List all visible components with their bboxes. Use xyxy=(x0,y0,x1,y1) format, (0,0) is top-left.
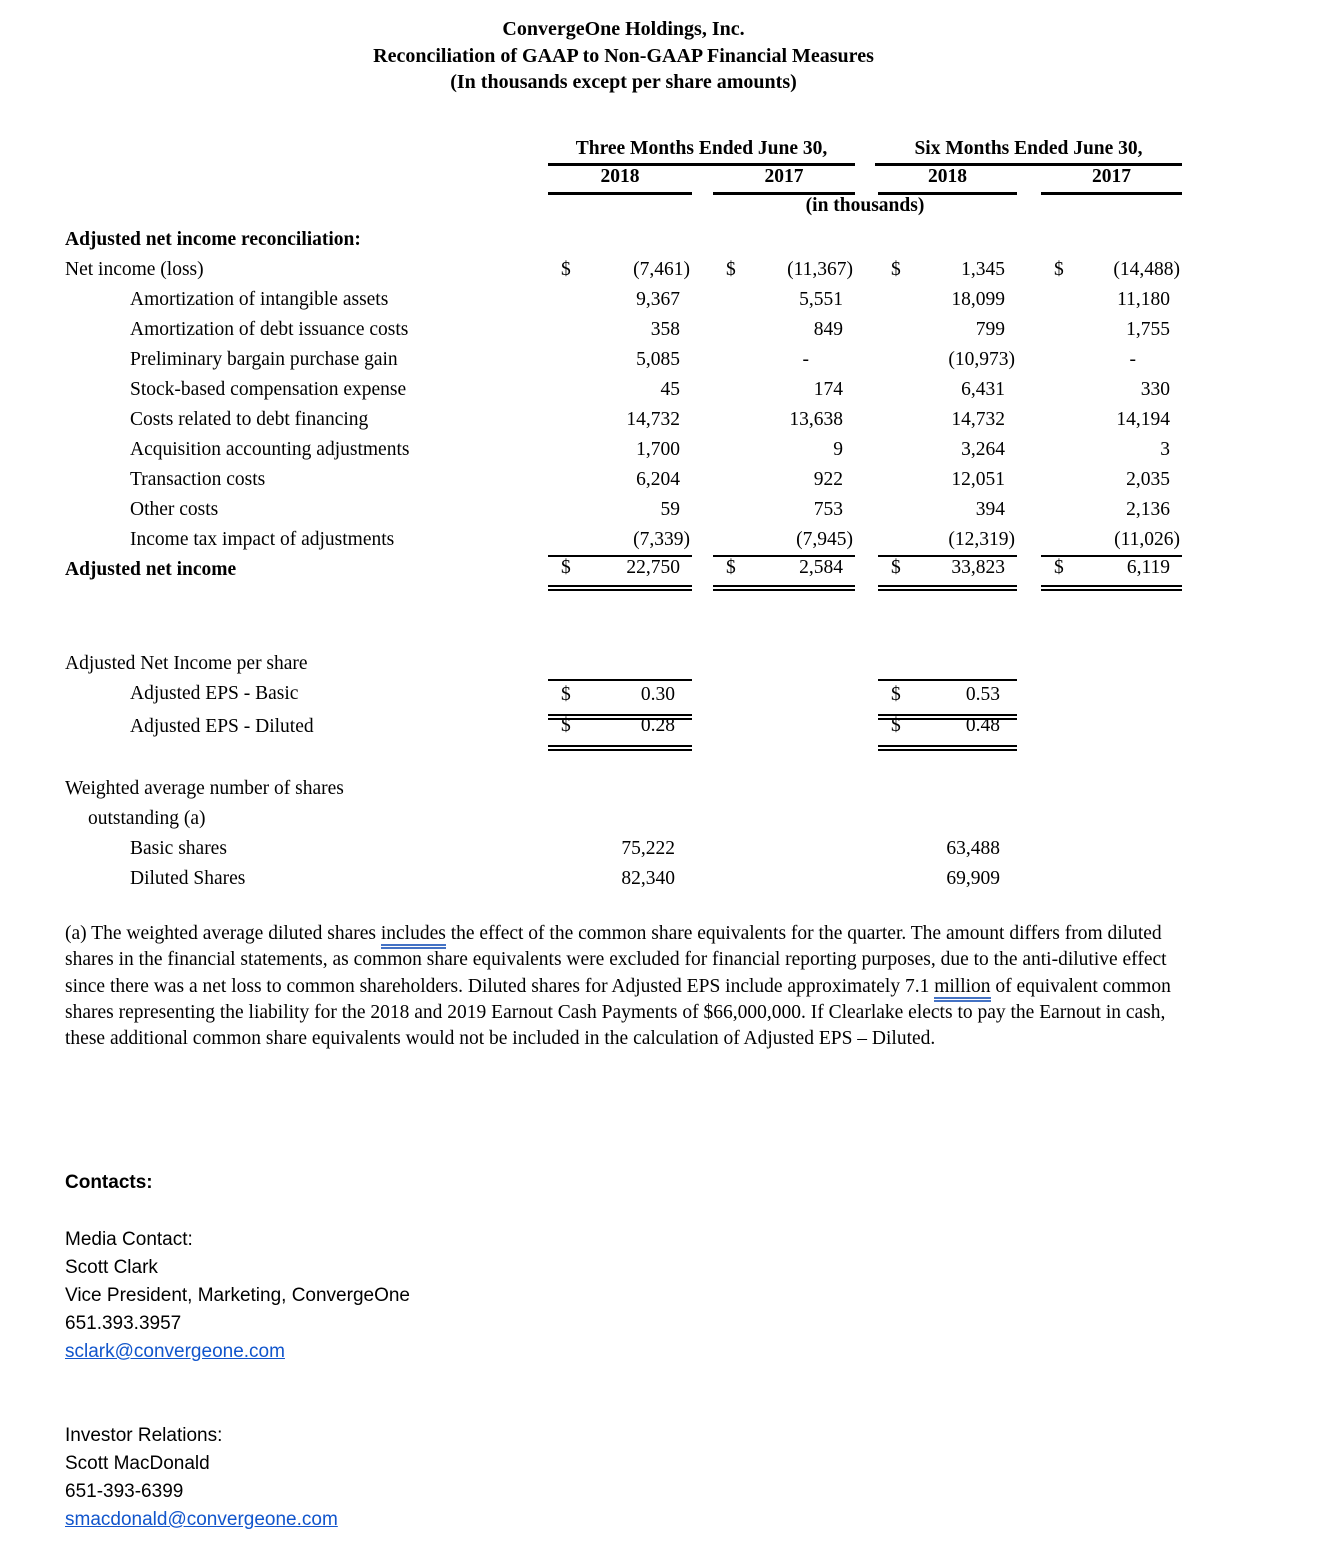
cell-value: 45 xyxy=(660,379,680,400)
table-cell xyxy=(713,435,855,465)
table-cell xyxy=(878,555,1017,591)
table-total-row xyxy=(65,555,1182,585)
table-cell xyxy=(1041,255,1182,285)
eps-section-header: Adjusted Net Income per share xyxy=(65,653,308,674)
cell-value: 33,823 xyxy=(951,557,1005,578)
table-cell xyxy=(548,465,692,495)
cell-value: 1,345 xyxy=(961,259,1005,280)
spellcheck-underlined-word: million xyxy=(934,976,990,1002)
currency-symbol: $ xyxy=(561,259,571,280)
table-cell xyxy=(713,345,855,375)
cell-value: - xyxy=(1129,349,1136,370)
cell-value: 6,431 xyxy=(961,379,1005,400)
cell-value: 9 xyxy=(833,439,843,460)
currency-symbol: $ xyxy=(561,715,571,736)
table-row xyxy=(65,255,1182,285)
currency-symbol: $ xyxy=(891,259,901,280)
eps-row xyxy=(65,712,1182,745)
cell-value: (12,319) xyxy=(948,529,1015,550)
company-name: ConvergeOne Holdings, Inc. xyxy=(502,18,745,40)
table-cell xyxy=(548,405,692,435)
cell-value: 3,264 xyxy=(961,439,1005,460)
table-cell xyxy=(713,285,855,315)
document-title xyxy=(65,16,1182,96)
cell-value: 59 xyxy=(660,499,680,520)
currency-symbol: $ xyxy=(561,557,571,578)
table-cell xyxy=(1041,405,1182,435)
table-cell xyxy=(713,375,855,405)
cell-value: 12,051 xyxy=(951,469,1005,490)
cell-value: - xyxy=(802,349,809,370)
table-cell xyxy=(1041,315,1182,345)
document-subtitle: Reconciliation of GAAP to Non-GAAP Financial Measures xyxy=(373,44,874,67)
table-cell xyxy=(1041,345,1182,375)
shares-section-header xyxy=(65,774,1182,834)
cell-value: 0.30 xyxy=(640,684,675,705)
row-label: Income tax impact of adjustments xyxy=(130,529,395,550)
row-label: Amortization of intangible assets xyxy=(130,289,389,310)
table-cell xyxy=(713,495,855,525)
cell-value: 11,180 xyxy=(1117,289,1170,310)
footnote xyxy=(65,921,1183,1052)
table-cell xyxy=(878,255,1017,285)
table-cell xyxy=(548,712,692,751)
currency-symbol: $ xyxy=(1054,557,1064,578)
currency-symbol: $ xyxy=(726,557,736,578)
table-cell xyxy=(713,255,855,285)
row-label: Adjusted EPS - Basic xyxy=(130,683,299,704)
table-row xyxy=(65,315,1182,345)
cell-value: 0.48 xyxy=(965,715,1000,736)
cell-value: 82,340 xyxy=(621,868,675,889)
table-row xyxy=(65,495,1182,525)
shares-header-line1: Weighted average number of shares xyxy=(65,778,344,799)
investor-relations-name: Scott MacDonald xyxy=(65,1453,210,1474)
row-label: Transaction costs xyxy=(130,469,266,490)
table-cell xyxy=(878,315,1017,345)
table-cell xyxy=(878,712,1017,751)
in-thousands-note: (in thousands) xyxy=(805,195,925,216)
table-cell xyxy=(878,864,1017,894)
table-cell xyxy=(713,405,855,435)
cell-value: 18,099 xyxy=(951,289,1005,310)
shares-row xyxy=(65,834,1182,864)
cell-value: 753 xyxy=(813,499,843,520)
table-row xyxy=(65,345,1182,375)
table-cell xyxy=(548,555,692,591)
table-cell xyxy=(1041,375,1182,405)
table-cell xyxy=(548,345,692,375)
table-row xyxy=(65,375,1182,405)
eps-row xyxy=(65,679,1182,712)
cell-value: 2,136 xyxy=(1126,499,1170,520)
table-cell xyxy=(548,285,692,315)
table-row xyxy=(65,285,1182,315)
cell-value: 69,909 xyxy=(946,868,1000,889)
cell-value: (11,026) xyxy=(1114,529,1180,550)
table-cell xyxy=(548,435,692,465)
row-label: Net income (loss) xyxy=(65,259,204,280)
table-cell xyxy=(548,375,692,405)
contacts-heading: Contacts: xyxy=(65,1172,153,1193)
media-contact-phone: 651.393.3957 xyxy=(65,1313,182,1334)
table-cell xyxy=(878,525,1017,557)
table-row xyxy=(65,405,1182,435)
cell-value: 5,085 xyxy=(636,349,680,370)
cell-value: 0.28 xyxy=(640,715,675,736)
cell-value: 14,732 xyxy=(951,409,1005,430)
year-header: 2017 xyxy=(713,163,855,195)
cell-value: 22,750 xyxy=(626,557,680,578)
cell-value: 849 xyxy=(813,319,843,340)
table-row xyxy=(65,525,1182,555)
cell-value: 394 xyxy=(975,499,1005,520)
cell-value: 174 xyxy=(813,379,843,400)
table-cell xyxy=(878,495,1017,525)
row-label: Amortization of debt issuance costs xyxy=(130,319,409,340)
table-cell xyxy=(713,315,855,345)
row-label: Adjusted net income xyxy=(65,559,237,580)
table-cell xyxy=(548,864,692,894)
row-label: Diluted Shares xyxy=(130,868,246,889)
reconciliation-table xyxy=(65,136,1182,894)
cell-value: (10,973) xyxy=(948,349,1015,370)
table-cell xyxy=(878,375,1017,405)
cell-value: 2,584 xyxy=(799,557,843,578)
cell-value: 63,488 xyxy=(946,838,1000,859)
currency-symbol: $ xyxy=(726,259,736,280)
currency-symbol: $ xyxy=(1054,259,1064,280)
cell-value: 5,551 xyxy=(799,289,843,310)
investor-relations-email-link[interactable]: smacdonald@convergeone.com xyxy=(65,1509,338,1530)
table-cell xyxy=(1041,525,1182,557)
cell-value: 799 xyxy=(975,319,1005,340)
units-note: (In thousands except per share amounts) xyxy=(450,71,797,93)
footnote-text: the effect of the common share equivalents for the quarter. The amount differs from diluted shares in the financial statements, as common share equivalents were excluded for financial reporting purposes, due to the anti-dilutive effect since there was a net loss to common shareholders. Diluted shares for Adjusted EPS include approximately 7.1 xyxy=(65,923,1167,997)
table-cell xyxy=(548,495,692,525)
row-label: Costs related to debt financing xyxy=(130,409,369,430)
media-contact-role: Vice President, Marketing, ConvergeOne xyxy=(65,1285,410,1306)
investor-relations-title: Investor Relations: xyxy=(65,1425,223,1446)
currency-symbol: $ xyxy=(891,684,901,705)
row-label: Preliminary bargain purchase gain xyxy=(130,349,398,370)
cell-value: 1,700 xyxy=(636,439,680,460)
row-label: Stock-based compensation expense xyxy=(130,379,407,400)
table-cell xyxy=(878,465,1017,495)
cell-value: 75,222 xyxy=(621,838,675,859)
table-cell xyxy=(878,435,1017,465)
cell-value: 9,367 xyxy=(636,289,680,310)
media-contact-block xyxy=(65,1226,410,1366)
currency-symbol: $ xyxy=(891,557,901,578)
row-label: Acquisition accounting adjustments xyxy=(130,439,410,460)
investor-relations-block xyxy=(65,1422,410,1534)
table-cell xyxy=(1041,435,1182,465)
table-cell xyxy=(878,345,1017,375)
table-cell xyxy=(548,315,692,345)
cell-value: (14,488) xyxy=(1113,259,1180,280)
table-cell xyxy=(713,525,855,557)
table-cell xyxy=(713,465,855,495)
year-header: 2018 xyxy=(548,163,692,195)
cell-value: (7,945) xyxy=(796,529,853,550)
media-contact-name: Scott Clark xyxy=(65,1257,158,1278)
table-cell xyxy=(548,834,692,864)
table-cell xyxy=(878,405,1017,435)
cell-value: 13,638 xyxy=(789,409,843,430)
group-header-three-months: Three Months Ended June 30, xyxy=(548,136,855,166)
cell-value: 14,194 xyxy=(1116,409,1170,430)
row-label: Basic shares xyxy=(130,838,227,859)
cell-value: (7,461) xyxy=(633,259,690,280)
cell-value: 922 xyxy=(813,469,843,490)
cell-value: 358 xyxy=(650,319,680,340)
year-headers xyxy=(65,163,1182,193)
currency-symbol: $ xyxy=(891,715,901,736)
cell-value: 330 xyxy=(1140,379,1170,400)
cell-value: 6,119 xyxy=(1126,557,1170,578)
row-label: Other costs xyxy=(130,499,219,520)
row-label: Adjusted EPS - Diluted xyxy=(130,716,314,737)
table-cell xyxy=(878,834,1017,864)
table-cell xyxy=(548,255,692,285)
table-cell xyxy=(1041,495,1182,525)
cell-value: (7,339) xyxy=(633,529,690,550)
investor-relations-phone: 651-393-6399 xyxy=(65,1481,184,1502)
year-header: 2017 xyxy=(1041,163,1182,195)
cell-value: 3 xyxy=(1160,439,1170,460)
cell-value: 0.53 xyxy=(965,684,1000,705)
shares-header-line2: outstanding (a) xyxy=(88,808,206,829)
table-cell xyxy=(1041,555,1182,591)
table-cell xyxy=(1041,465,1182,495)
footnote-text: of equivalent common shares representing the liability for the 2018 and 2019 Earnout Cash Payments of $66,000,000. If Clearlake elects to pay the Earnout in cash, these additional common share equivalents would not be included in the calculation of Adjusted EPS – Diluted. xyxy=(65,975,1171,1050)
cell-value: 2,035 xyxy=(1126,469,1170,490)
cell-value: 6,204 xyxy=(636,469,680,490)
section-header: Adjusted net income reconciliation: xyxy=(65,229,361,250)
year-header: 2018 xyxy=(878,163,1017,195)
spellcheck-underlined-word: includes xyxy=(381,923,446,949)
shares-row xyxy=(65,864,1182,894)
cell-value: 14,732 xyxy=(626,409,680,430)
table-cell xyxy=(713,555,855,591)
table-cell xyxy=(878,285,1017,315)
cell-value: (11,367) xyxy=(787,259,853,280)
cell-value: 1,755 xyxy=(1126,319,1170,340)
media-contact-title: Media Contact: xyxy=(65,1229,193,1250)
column-group-headers xyxy=(65,136,1182,163)
media-contact-email-link[interactable]: sclark@convergeone.com xyxy=(65,1341,285,1362)
table-row xyxy=(65,435,1182,465)
table-row xyxy=(65,465,1182,495)
group-header-six-months: Six Months Ended June 30, xyxy=(875,136,1182,166)
contacts-section xyxy=(65,1169,410,1534)
footnote-text: (a) The weighted average diluted shares xyxy=(65,923,381,944)
table-cell xyxy=(1041,285,1182,315)
table-cell xyxy=(548,525,692,557)
currency-symbol: $ xyxy=(561,684,571,705)
